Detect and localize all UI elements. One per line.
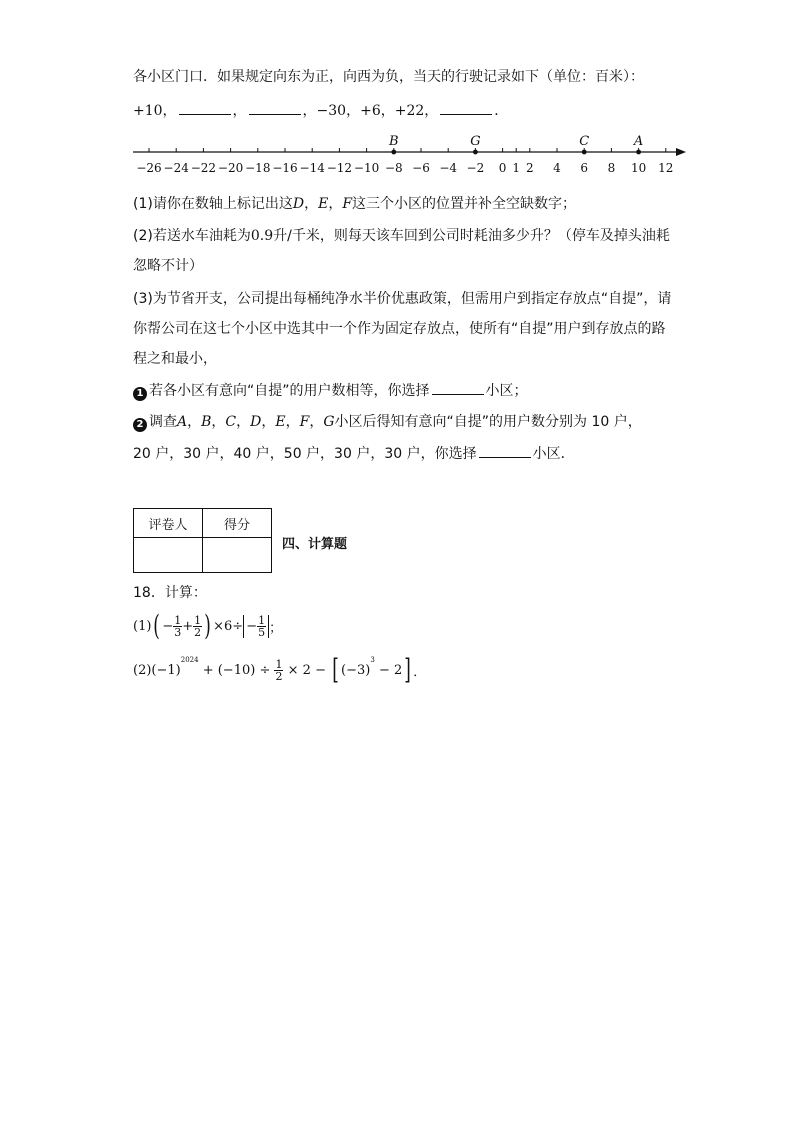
tick-label: 4 (553, 161, 561, 175)
sub2-label-c: C (225, 414, 237, 430)
right-paren: ) (204, 609, 211, 642)
record-blank-3[interactable] (440, 102, 492, 115)
sub2-line2-pre: 20 户，30 户，40 户，50 户，30 户，30 户，你选择 (133, 446, 477, 462)
q18-2-label: (2) (133, 662, 152, 678)
score-table (133, 508, 272, 573)
score-cell[interactable] (203, 538, 272, 573)
tick-label: 1 (512, 161, 521, 175)
question-3-line-1: (3)为节省开支，公司提出每桶纯净水半价优惠政策，但需用户到指定存放点“自提”，请 (133, 291, 672, 307)
sub2-comma: ， (285, 414, 300, 430)
q1-comma-1: ， (304, 196, 319, 212)
tick-label: 10 (630, 161, 647, 175)
sub2-comma: ， (211, 414, 226, 430)
left-bracket: [ (332, 653, 339, 686)
point-g (473, 150, 478, 155)
sub2-labels (177, 414, 335, 430)
q1-text-pre: (1)请你在数轴上标记出这 (133, 196, 293, 212)
q1-label-d: D (292, 196, 305, 212)
sub1-text-post: 小区； (485, 383, 528, 399)
right-bracket: ] (404, 653, 412, 686)
tick-label: −22 (190, 161, 217, 175)
record-sep: ， (232, 103, 247, 119)
sub2-comma: ， (236, 414, 251, 430)
tick-label: −2 (466, 161, 485, 175)
point-label-c: C (579, 134, 590, 149)
record-first: +10， (133, 103, 177, 119)
record-middle: ，−30，+6，+22， (302, 103, 439, 119)
fraction-one-half: $\frac{1}{2}$ (194, 613, 202, 639)
intro-line: 各小区门口．如果规定向东为正，向西为负，当天的行驶记录如下（单位：百米）： (133, 69, 644, 85)
sub2-label-b: B (201, 414, 212, 430)
section-title: 四、计算题 (282, 537, 348, 552)
tick-label: −26 (136, 161, 162, 175)
q2-text-pre: (2)若送水车油耗为 (133, 228, 251, 244)
tick-label: −12 (326, 161, 353, 175)
sub1-text-pre: 若各小区有意向“自提”的用户数相等，你选择 (149, 383, 430, 399)
fraction-one-fifth: $\frac{1}{5}$ (258, 613, 266, 639)
tick-label: 8 (607, 161, 616, 175)
fraction-one-third: $\frac{1}{3}$ (174, 613, 182, 639)
record-blank-2[interactable] (249, 102, 301, 115)
q18-part-2: (2) (− 1 ) $^{2024}$ + (− 10 ) ÷ $\frac{1}{2}$ × 2 − [ (− 3 ) $^3$ − 2 ] ． (133, 653, 427, 686)
exponent-3: 3 (370, 656, 375, 664)
record-end: ． (494, 103, 509, 119)
number-line (128, 132, 690, 182)
point-b (391, 150, 396, 155)
record-blank-1[interactable] (179, 102, 231, 115)
circled-number-1: 1 (133, 387, 147, 401)
tick-label: −14 (299, 161, 325, 175)
tick-label: −20 (217, 161, 244, 175)
score-header: 得分 (203, 509, 272, 538)
sub2-line2-post: 小区． (532, 446, 575, 462)
tick-label: −24 (163, 161, 189, 175)
sub2-text-post: 小区后得知有意向“自提”的用户数分别为 10 户， (334, 414, 642, 430)
tick-label: 12 (658, 161, 674, 175)
q1-label-f: F (342, 196, 353, 212)
q18-1-label: (1) (133, 618, 152, 634)
point-c (582, 150, 587, 155)
tick-label: 2 (525, 161, 534, 175)
sub2-label-e: E (275, 414, 286, 430)
times-sign: × (213, 618, 225, 634)
question-18-title: 18．计算： (133, 585, 207, 601)
sub-question-1 (133, 380, 528, 401)
fraction-one-half-2: $\frac{1}{2}$ (275, 657, 283, 683)
tick-label: −4 (439, 161, 458, 175)
minus-sign: − (162, 618, 174, 634)
sub2-comma: ， (261, 414, 276, 430)
question-3-line-2: 你帮公司在这七个小区中选其中一个作为固定存放点，使所有“自提”用户到存放点的路 (133, 321, 666, 337)
axis-arrow (676, 148, 686, 156)
tick-label: −8 (384, 161, 403, 175)
point-label-a: A (633, 134, 644, 149)
question-2 (133, 225, 670, 245)
exponent-2024: 2024 (180, 656, 199, 664)
tick-label: −10 (353, 161, 380, 175)
sub2-comma: ， (309, 414, 324, 430)
q1-label-e: E (318, 196, 329, 212)
q1-comma-2: ， (328, 196, 343, 212)
sub2-label-d: D (250, 414, 262, 430)
q2-number: 0.9 (250, 228, 274, 244)
number-six: 6 (224, 618, 233, 634)
question-1 (133, 193, 576, 213)
q2-text-post: 升/千米，则每天该车回到公司时耗油多少升？（停车及掉头油耗 (273, 228, 670, 244)
grader-header: 评卷人 (134, 509, 203, 538)
plus-sign: + (182, 618, 194, 634)
sub2-label-f: F (299, 414, 310, 430)
sub-question-2-line-2 (133, 443, 575, 463)
q1-text-post: 这三个小区的位置并补全空缺数字； (352, 196, 577, 212)
grader-cell[interactable] (134, 538, 203, 573)
sub2-comma: ， (187, 414, 202, 430)
tick-label: −16 (272, 161, 298, 175)
tick-label: 6 (580, 161, 589, 175)
sub1-blank[interactable] (432, 382, 484, 395)
question-2-line-2: 忽略不计） (133, 258, 203, 274)
tick-label: −18 (245, 161, 271, 175)
tick-label: 0 (498, 161, 507, 175)
point-a (636, 150, 641, 155)
sub2-text-pre: 调查 (149, 414, 177, 430)
point-label-b: B (389, 134, 399, 149)
tick-label: −6 (412, 161, 430, 175)
q18-part-1: (1) ( − $\frac{1}{3}$ + $\frac{1}{2}$ ) × 6 ÷ − $\frac{1}{5}$ ； (133, 609, 283, 642)
sub-question-2 (133, 411, 642, 432)
sub2-blank[interactable] (479, 445, 531, 458)
sub2-label-g: G (323, 414, 335, 430)
sub2-label-a: A (177, 414, 188, 430)
question-3-line-3: 程之和最小， (133, 351, 217, 367)
absolute-value: − $\frac{1}{5}$ (243, 615, 269, 638)
circled-number-2: 2 (133, 418, 147, 432)
point-label-g: G (470, 134, 481, 149)
left-paren: ( (153, 609, 161, 642)
record-line (133, 100, 508, 120)
divide-sign: ÷ (232, 618, 244, 634)
